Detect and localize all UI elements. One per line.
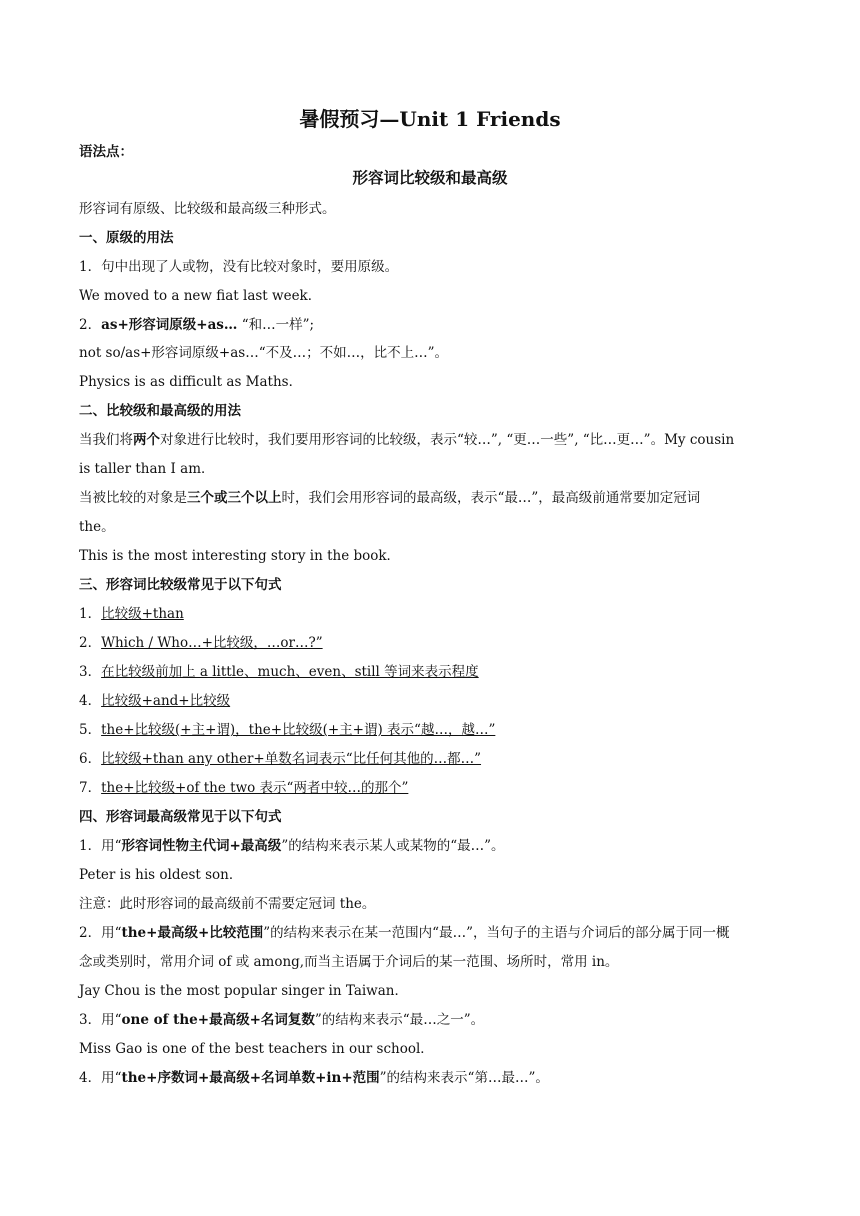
s4-bold: the+序数词+最高级+名词单数+in+范围 [121,1070,380,1086]
s1-a: 1．用“ [79,838,122,854]
paragraph-2b: not so/as+形容词原级+as…“不及…；不如…，比不上…”。 [79,345,449,361]
list-item [79,774,789,802]
p4-c: 时，我们会用形容词的最高级，表示“最…”，最高级前通常要加定冠词 [281,490,701,506]
list-item [79,745,789,773]
p4-bold: 三个或三个以上 [187,490,282,506]
list-number: 7． [79,780,102,796]
list-text: 比较级+than any other+单数名词表示“比任何其他的…都…” [101,751,482,767]
superlative-2-example: Jay Chou is the most popular singer in Taiwan． [79,983,408,999]
list-item [79,687,789,715]
s2-a: 2．用“ [79,925,122,941]
s3-bold: one of the+最高级+名词复数 [121,1012,315,1028]
p3-bold: 两个 [133,432,160,448]
list-text: the+比较级(+主+谓)，the+比较级(+主+谓) 表示“越…，越…” [101,722,496,738]
example-1: We moved to a new fiat last week． [79,288,322,304]
grammar-label: 语法点： [79,144,133,160]
example-2: Physics is as difficult as Maths． [79,374,303,390]
p2-number: 2． [79,317,102,333]
superlative-2 [79,919,789,947]
s2-c: ”的结构来表示在某一范围内“最…”，当句子的主语与介词后的部分属于同一概 [263,925,730,941]
paragraph-3-cont: is taller than I am． [79,461,215,477]
s1-bold: 形容词性物主代词+最高级 [121,838,282,854]
p3-c: 对象进行比较时，我们要用形容词的比较级，表示“较…”, “更…一些”, “比…更…”。My cousin [160,432,735,448]
list-number: 6． [79,751,102,767]
s2-bold: the+最高级+比较范围 [121,925,264,941]
intro-text: 形容词有原级、比较级和最高级三种形式。 [79,201,336,217]
heading-1: 一、原级的用法 [79,230,174,246]
paragraph-2 [79,311,789,339]
list-number: 5． [79,722,102,738]
s3-c: ”的结构来表示“最…之一”。 [314,1012,485,1028]
list-text: 比较级+than [101,606,184,622]
list-number: 4． [79,693,102,709]
superlative-3 [79,1006,789,1034]
s4-a: 4．用“ [79,1070,122,1086]
superlative-1-example: Peter is his oldest son． [79,867,243,883]
list-number: 3． [79,664,102,680]
page-title: 暑假预习—Unit 1 Friends [299,107,561,131]
superlative-4 [79,1064,789,1092]
p2-rest: “和…一样”; [237,317,315,333]
paragraph-3 [79,426,789,454]
list-number: 1． [79,606,102,622]
example-3: This is the most interesting story in the book． [79,548,401,564]
p4-a: 当被比较的对象是 [79,490,187,506]
s1-c: ”的结构来表示某人或某物的“最…”。 [281,838,505,854]
superlative-3-example: Miss Gao is one of the best teachers in our school． [79,1041,434,1057]
heading-4: 四、形容词最高级常见于以下句式 [79,809,282,825]
list-item [79,600,789,628]
list-text: Which / Who…+比较级，…or…?” [101,635,323,651]
list-item [79,658,789,686]
heading-3: 三、形容词比较级常见于以下句式 [79,577,282,593]
list-text: the+比较级+of the two 表示“两者中较…的那个” [101,780,409,796]
paragraph-1: 1．句中出现了人或物，没有比较对象时，要用原级。 [79,259,399,275]
list-text: 比较级+and+比较级 [101,693,231,709]
section-title: 形容词比较级和最高级 [352,169,508,187]
list-item [79,716,789,744]
superlative-2-cont: 念或类别时，常用介词 of 或 among,而当主语属于介词后的某一范围、场所时，常用 in。 [79,954,619,970]
heading-2: 二、比较级和最高级的用法 [79,403,241,419]
s4-c: ”的结构来表示“第…最…”。 [379,1070,549,1086]
paragraph-4 [79,484,789,512]
p3-a: 当我们将 [79,432,133,448]
superlative-1-note: 注意：此时形容词的最高级前不需要定冠词 the。 [79,896,376,912]
list-text: 在比较级前加上 a little、much、even、still 等词来表示程度 [101,664,479,680]
paragraph-4-cont: the。 [79,519,115,535]
list-number: 2． [79,635,102,651]
list-item [79,629,789,657]
s3-a: 3．用“ [79,1012,122,1028]
p2-bold: as+形容词原级+as… [101,317,238,333]
superlative-1 [79,832,789,860]
